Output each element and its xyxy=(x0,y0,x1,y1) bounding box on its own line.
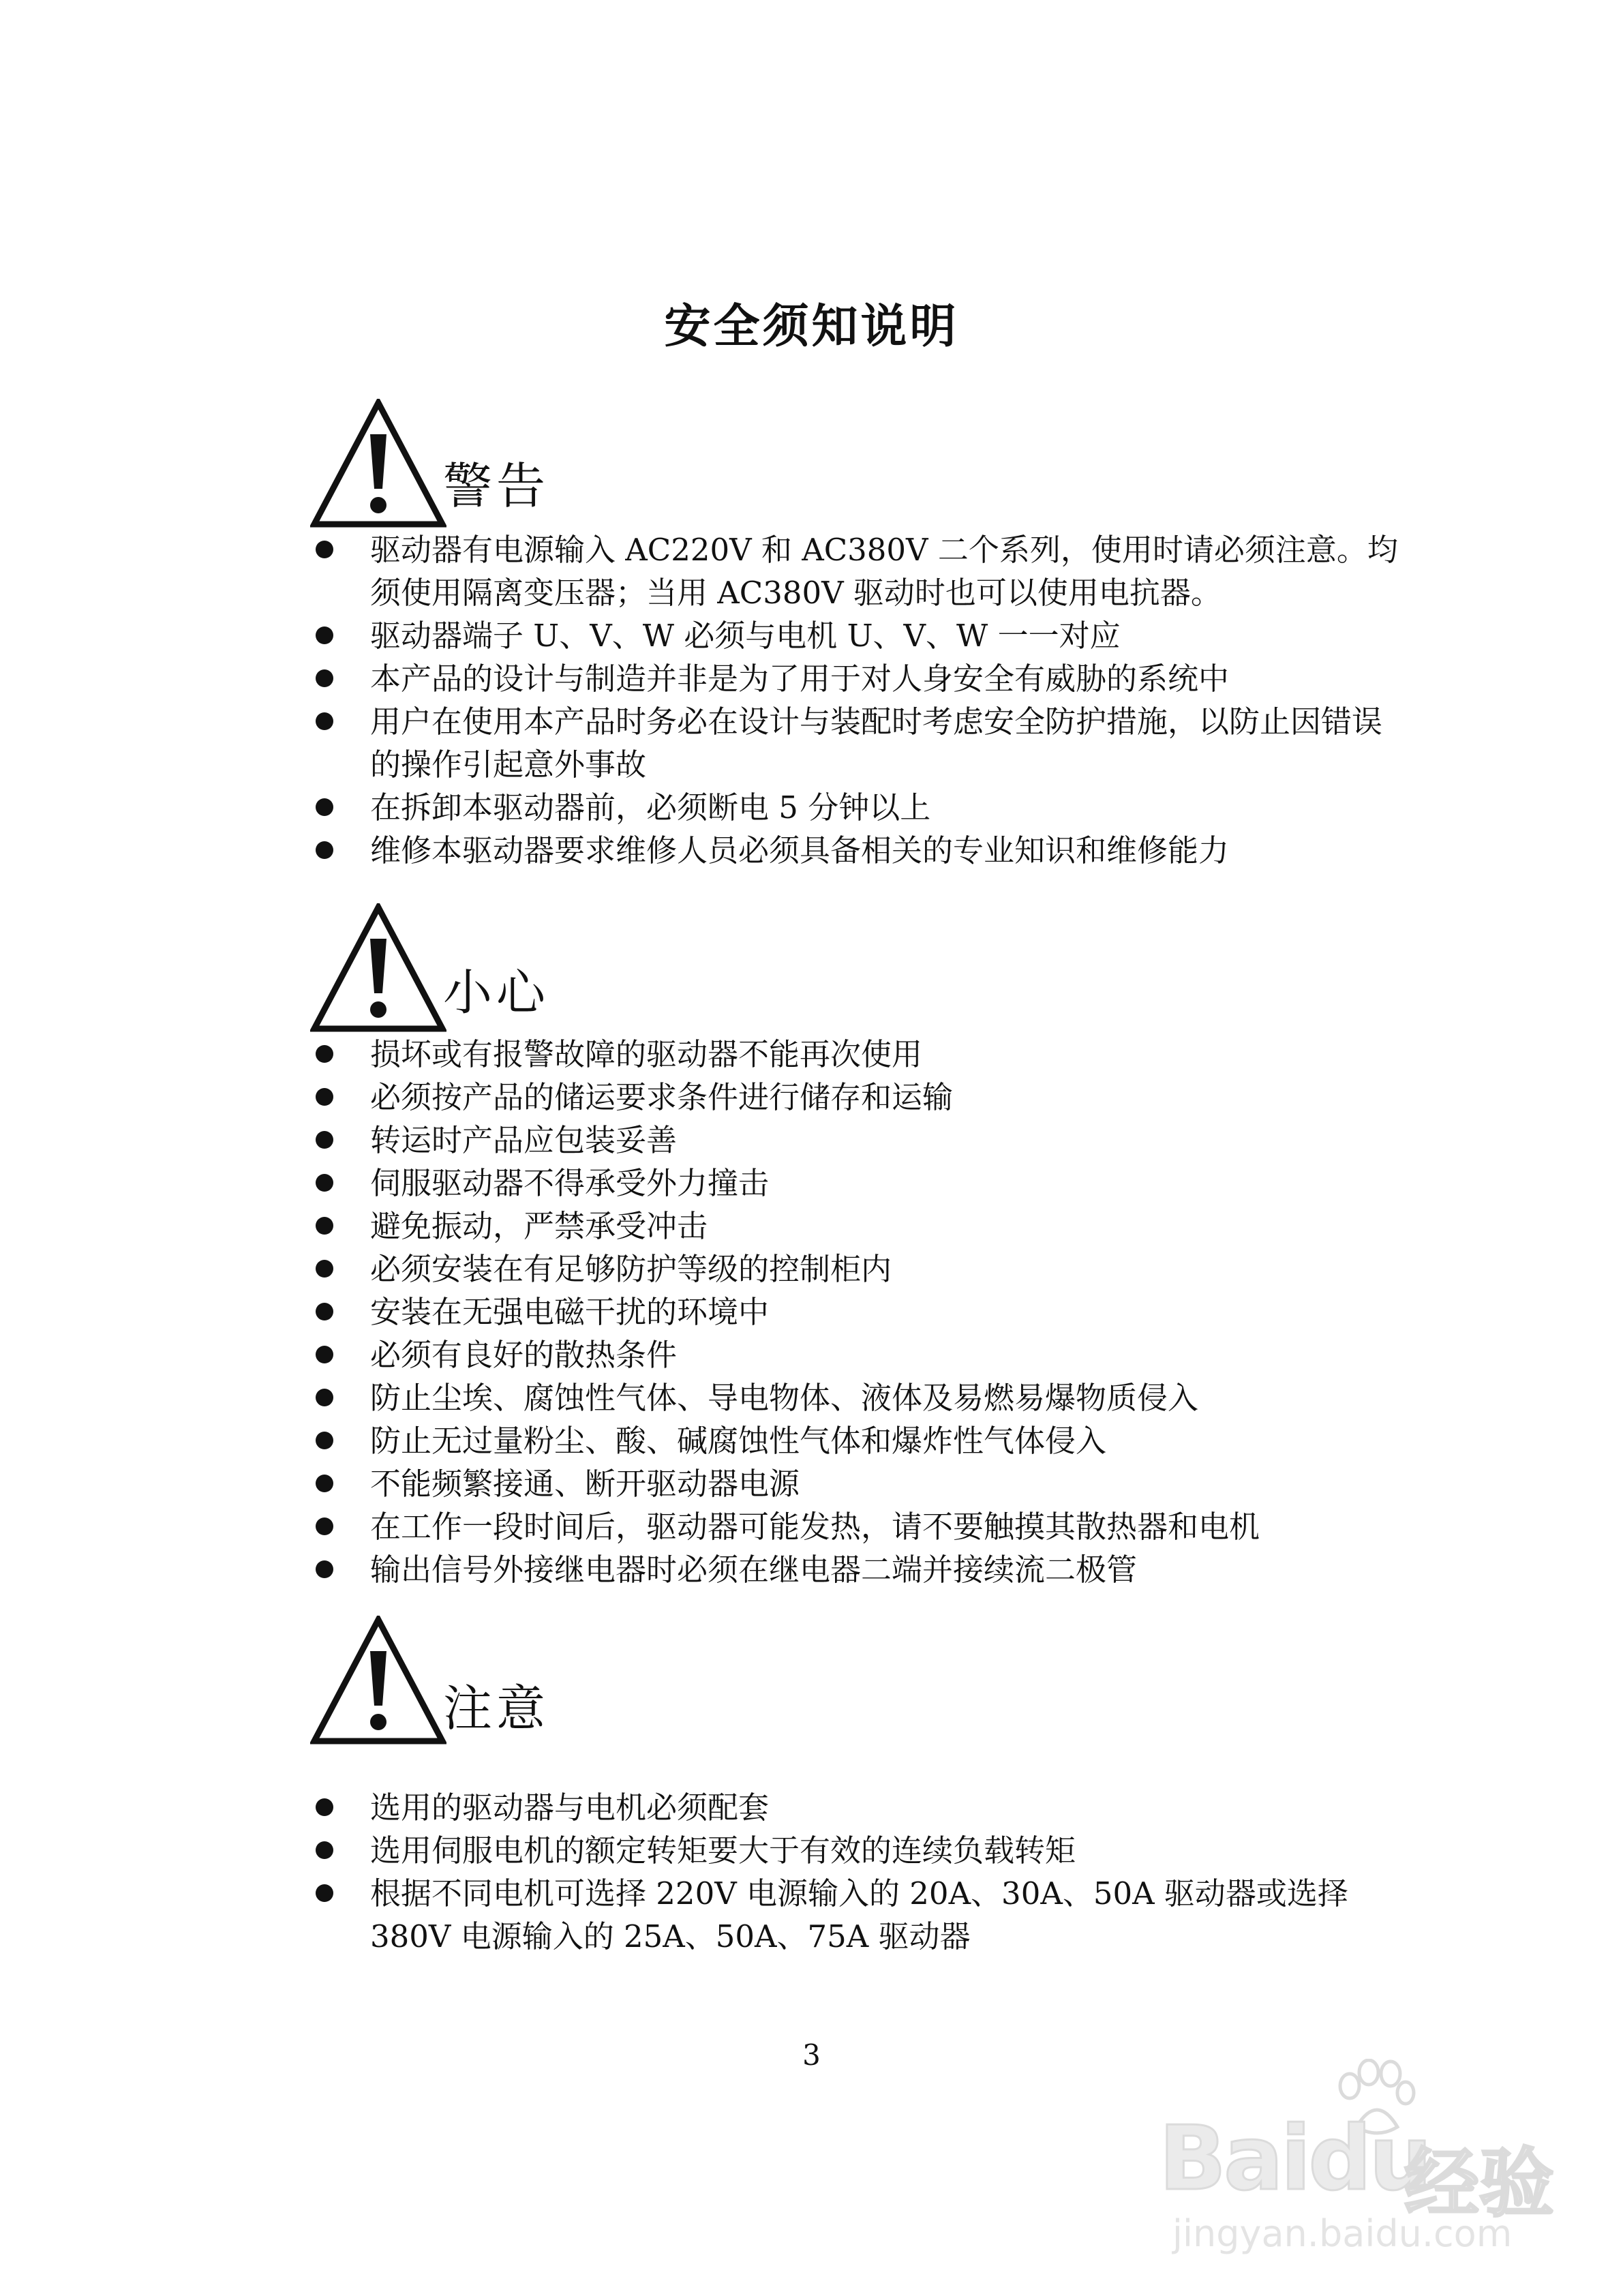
list-item: 选用伺服电机的额定转矩要大于有效的连续负载转矩 xyxy=(310,1829,1401,1872)
bullet-icon xyxy=(316,1346,333,1363)
list-item: 损坏或有报警故障的驱动器不能再次使用 xyxy=(310,1033,1401,1076)
bullet-icon xyxy=(316,712,333,730)
section-warning-header xyxy=(310,399,1401,528)
section-caution-header xyxy=(310,903,1401,1033)
baidu-jingyan-watermark xyxy=(1159,2059,1581,2263)
bullet-icon xyxy=(316,1217,333,1235)
list-item: 伺服驱动器不得承受外力撞击 xyxy=(310,1162,1401,1205)
bullet-icon xyxy=(316,1389,333,1406)
section-label-notice: 注意 xyxy=(443,1680,550,1737)
page-number: 3 xyxy=(802,2038,821,2072)
list-item: 本产品的设计与制造并非是为了用于对人身安全有威胁的系统中 xyxy=(310,657,1401,700)
bullet-icon xyxy=(316,1475,333,1492)
section-notice xyxy=(310,1616,1401,1958)
bullet-icon xyxy=(316,1798,333,1816)
list-item: 在拆卸本驱动器前，必须断电 5 分钟以上 xyxy=(310,786,1401,829)
watermark-brand: Baidu xyxy=(1159,2106,1429,2210)
list-item: 避免振动，严禁承受冲击 xyxy=(310,1205,1401,1248)
list-item: 不能频繁接通、断开驱动器电源 xyxy=(310,1462,1401,1505)
bullet-icon xyxy=(316,541,333,558)
bullet-icon xyxy=(316,669,333,687)
list-item: 驱动器有电源输入 AC220V 和 AC380V 二个系列，使用时请必须注意。均须使用隔离变压器；当用 AC380V 驱动时也可以使用电抗器。 xyxy=(310,528,1401,614)
section-notice-header xyxy=(310,1616,1401,1786)
section-caution xyxy=(310,903,1401,1591)
bullet-icon xyxy=(316,1045,333,1063)
bullet-icon xyxy=(316,1131,333,1149)
warning-triangle-icon xyxy=(310,903,446,1033)
section-label-caution: 小心 xyxy=(443,964,550,1021)
watermark-url: jingyan.baidu.com xyxy=(1172,2212,1513,2255)
list-item: 防止无过量粉尘、酸、碱腐蚀性气体和爆炸性气体侵入 xyxy=(310,1419,1401,1462)
bullet-icon xyxy=(316,1432,333,1449)
warning-list xyxy=(310,528,1401,872)
list-item: 输出信号外接继电器时必须在继电器二端并接续流二极管 xyxy=(310,1548,1401,1591)
bullet-icon xyxy=(316,1884,333,1902)
list-item: 必须按产品的储运要求条件进行储存和运输 xyxy=(310,1076,1401,1119)
notice-list xyxy=(310,1786,1401,1958)
warning-triangle-icon xyxy=(310,399,446,528)
list-item: 选用的驱动器与电机必须配套 xyxy=(310,1786,1401,1829)
bullet-icon xyxy=(316,1560,333,1578)
bullet-icon xyxy=(316,1303,333,1320)
list-item: 必须有良好的散热条件 xyxy=(310,1333,1401,1376)
bullet-icon xyxy=(316,626,333,644)
bullet-icon xyxy=(316,1174,333,1192)
bullet-icon xyxy=(316,841,333,859)
warning-triangle-icon xyxy=(310,1616,446,1745)
list-item: 转运时产品应包装妥善 xyxy=(310,1119,1401,1162)
bullet-icon xyxy=(316,1260,333,1278)
page-title: 安全须知说明 xyxy=(664,300,959,354)
bullet-icon xyxy=(316,1088,333,1106)
list-item: 安装在无强电磁干扰的环境中 xyxy=(310,1290,1401,1333)
watermark-brand-cn: 经验 xyxy=(1404,2140,1554,2227)
list-item: 根据不同电机可选择 220V 电源输入的 20A、30A、50A 驱动器或选择 380V 电源输入的 25A、50A、75A 驱动器 xyxy=(310,1872,1401,1958)
list-item: 必须安装在有足够防护等级的控制柜内 xyxy=(310,1248,1401,1290)
bullet-icon xyxy=(316,1841,333,1859)
caution-list xyxy=(310,1033,1401,1591)
bullet-icon xyxy=(316,1517,333,1535)
bullet-icon xyxy=(316,798,333,816)
list-item: 在工作一段时间后，驱动器可能发热，请不要触摸其散热器和电机 xyxy=(310,1505,1401,1548)
section-warning xyxy=(310,399,1401,872)
list-item: 维修本驱动器要求维修人员必须具备相关的专业知识和维修能力 xyxy=(310,829,1401,872)
section-label-warning: 警告 xyxy=(443,457,550,515)
list-item: 用户在使用本产品时务必在设计与装配时考虑安全防护措施，以防止因错误的操作引起意外事故 xyxy=(310,700,1401,786)
list-item: 驱动器端子 U、V、W 必须与电机 U、V、W 一一对应 xyxy=(310,614,1401,657)
list-item: 防止尘埃、腐蚀性气体、导电物体、液体及易燃易爆物质侵入 xyxy=(310,1376,1401,1419)
